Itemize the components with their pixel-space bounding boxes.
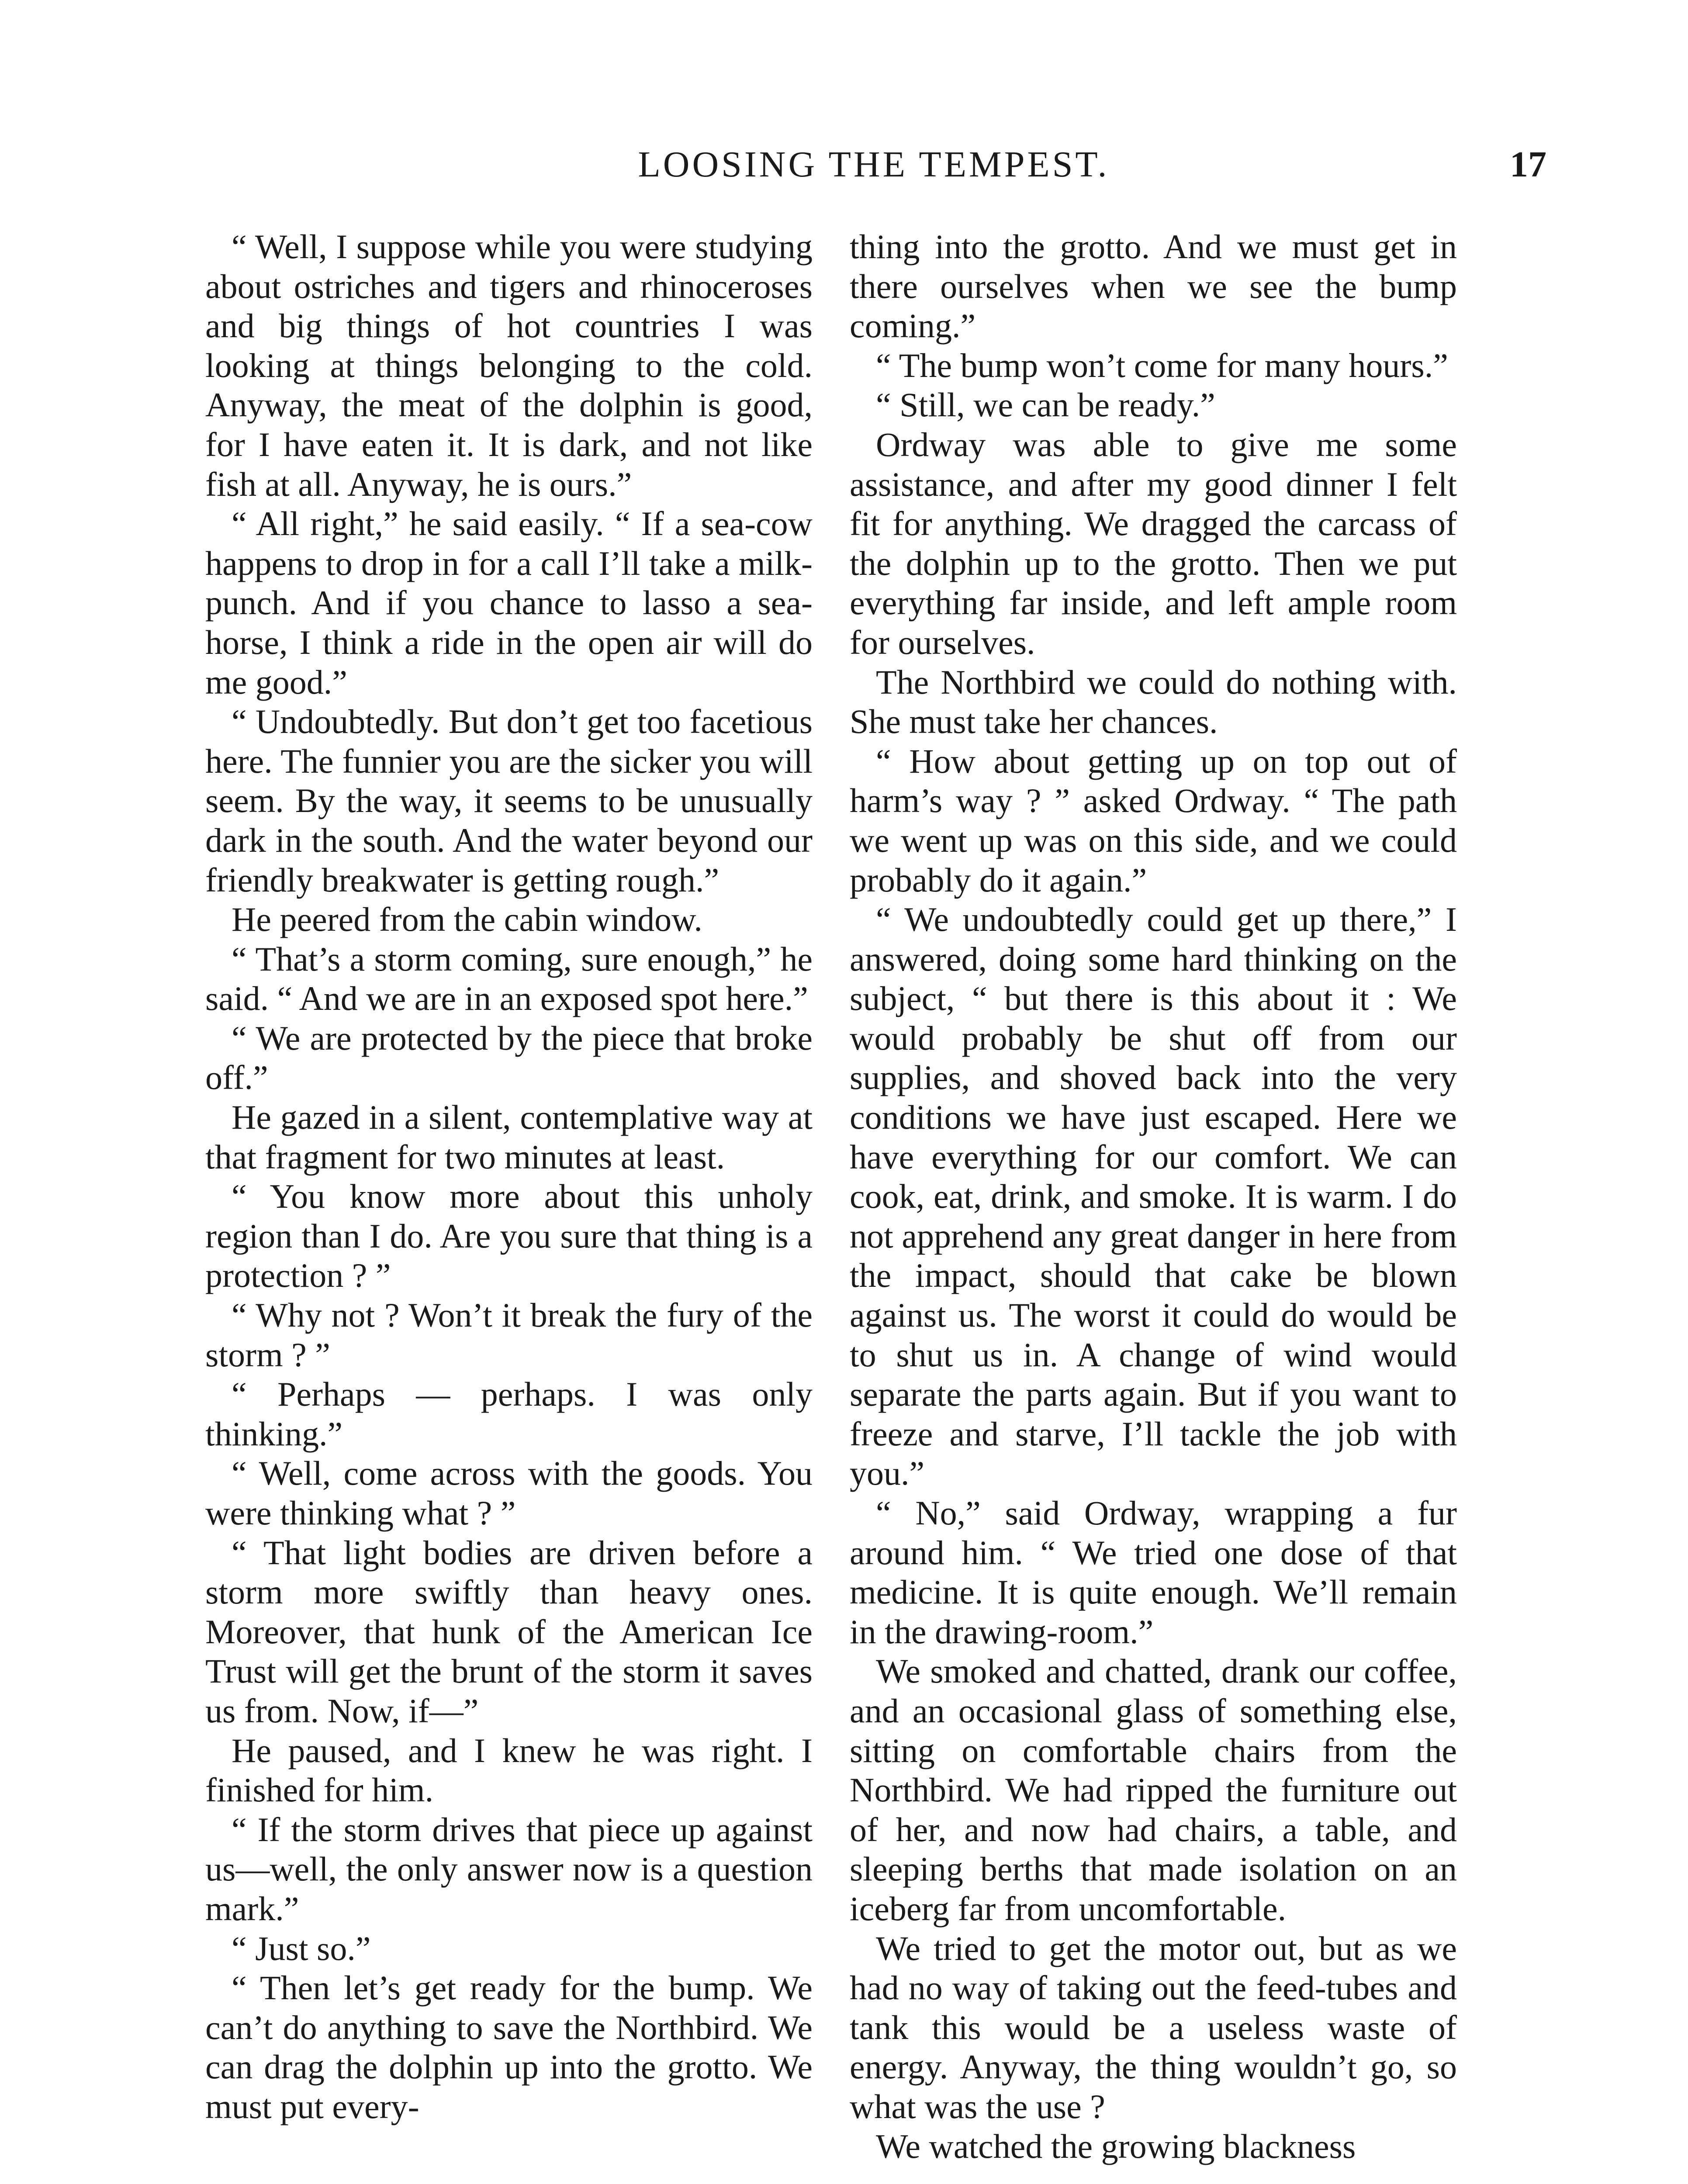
paragraph: “ We are protected by the piece that broke off.”: [205, 1019, 813, 1097]
paragraph: Ordway was able to give me some assistance, and after my good dinner I felt fit for anything. We dragged the carcass of the dolphin up to the grotto. Then we put everything far inside, and left ample room for ourselves.: [850, 425, 1457, 661]
left-text-column: [205, 227, 813, 2184]
paragraph: “ That’s a storm coming, sure enough,” he said. “ And we are in an exposed spot here.”: [205, 940, 813, 1018]
paragraph: “ You know more about this unholy region than I do. Are you sure that thing is a protection ? ”: [205, 1177, 813, 1295]
paragraph: “ That light bodies are driven before a storm more swiftly than heavy ones. Moreover, that hunk of the American Ice Trust will get the brunt of the storm it saves us from. Now, if—”: [205, 1533, 813, 1730]
paragraph: He paused, and I knew he was right. I finished for him.: [205, 1731, 813, 1809]
page-number: 17: [1510, 144, 1546, 185]
paragraph: “ If the storm drives that piece up against us—well, the only answer now is a question mark.”: [205, 1810, 813, 1928]
paragraph: We smoked and chatted, drank our coffee, and an occasional glass of something else, sitting on comfortable chairs from the Northbird. We had ripped the furniture out of her, and now had chairs, a table, and sleeping berths that made isolation on an iceberg far from uncomfortable.: [850, 1652, 1457, 1928]
running-title: LOOSING THE TEMPEST.: [638, 144, 1110, 185]
paragraph: “ Well, I suppose while you were studying about ostriches and tigers and rhinoceroses and big things of hot countries I was looking at things belonging to the cold. Anyway, the meat of the dolphin is good, for I have eaten it. It is dark, and not like fish at all. Anyway, he is ours.”: [205, 228, 813, 503]
paragraph: “ No,” said Ordway, wrapping a fur around him. “ We tried one dose of that medicine. It is quite enough. We’ll remain in the drawing-room.”: [850, 1494, 1457, 1651]
page-header: [201, 141, 1546, 189]
paragraph: We watched the growing blackness: [876, 2127, 1356, 2165]
paragraph: “ All right,” he said easily. “ If a sea-cow happens to drop in for a call I’ll take a milk-punch. And if you chance to lasso a sea-horse, I think a ride in the open air will do me good.”: [205, 505, 813, 701]
paragraph: “ We undoubtedly could get up there,” I answered, doing some hard thinking on the subject, “ but there is this about it : We would probably be shut off from our supplies, and shoved back into the very conditions we have just escaped. Here we have everything for our comfort. We can cook, eat, drink, and smoke. It is warm. I do not apprehend any great danger in here from the impact, should that cake be blown against us. The worst it could do would be to shut us in. A change of wind would separate the parts again. But if you want to freeze and starve, I’ll tackle the job with you.”: [850, 900, 1457, 1493]
paragraph: “ The bump won’t come for many hours.”: [876, 346, 1448, 384]
paragraph: “ Then let’s get ready for the bump. We can’t do anything to save the Northbird. We can drag the dolphin up into the grotto. We must put every-: [205, 1969, 813, 2125]
paragraph: “ Still, we can be ready.”: [876, 386, 1215, 424]
paragraph: He peered from the cabin window.: [232, 900, 702, 939]
paragraph: “ Perhaps — perhaps. I was only thinking.”: [205, 1375, 813, 1453]
paragraph: We tried to get the motor out, but as we had no way of taking out the feed-tubes and tank this would be a useless waste of energy. Anyway, the thing wouldn’t go, so what was the use ?: [850, 1929, 1457, 2125]
paragraph: “ How about getting up on top out of harm’s way ? ” asked Ordway. “ The path we went up was on this side, and we could probably do it again.”: [850, 742, 1457, 899]
paragraph-continuation: thing into the grotto. And we must get in there ourselves when we see the bump coming.”: [850, 228, 1457, 345]
paragraph: He gazed in a silent, contemplative way at that fragment for two minutes at least.: [205, 1098, 813, 1176]
paragraph: “ Why not ? Won’t it break the fury of the storm ? ”: [205, 1296, 813, 1374]
paragraph: “ Undoubtedly. But don’t get too facetious here. The funnier you are the sicker you will seem. By the way, it seems to be unusually dark in the south. And the water beyond our friendly breakwater is getting rough.”: [205, 702, 813, 899]
right-text-column: [850, 227, 1457, 2184]
paragraph: “ Just so.”: [232, 1929, 371, 1967]
paragraph: “ Well, come across with the goods. You were thinking what ? ”: [205, 1454, 813, 1532]
paragraph: The Northbird we could do nothing with. She must take her chances.: [850, 663, 1457, 741]
